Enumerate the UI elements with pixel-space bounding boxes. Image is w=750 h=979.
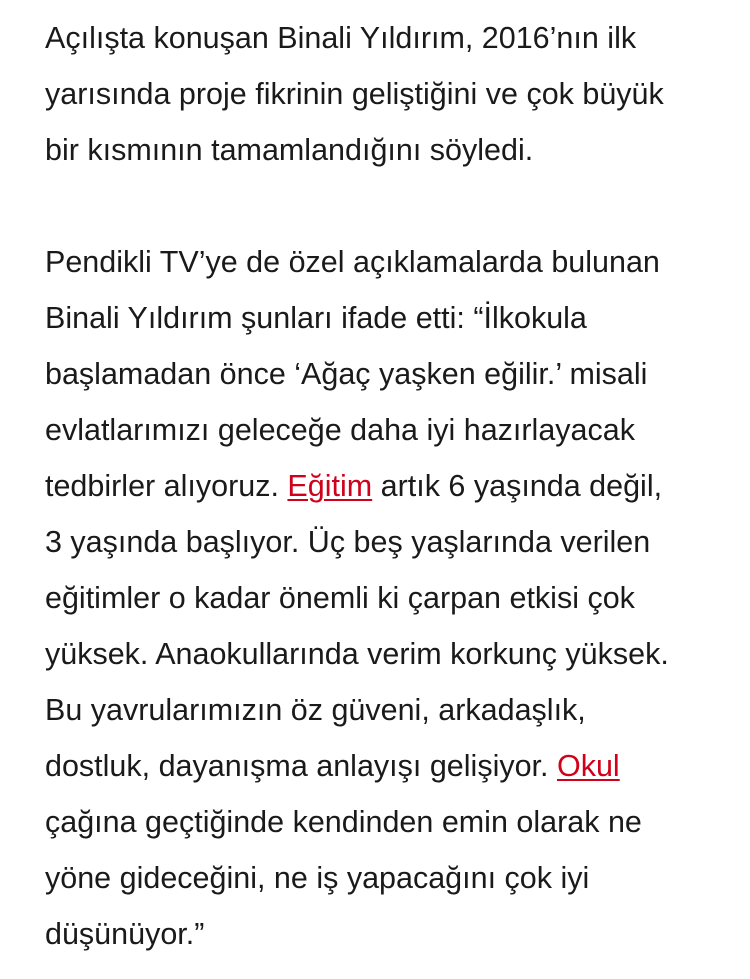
- paragraph-line: Binali Yıldırım şunları ifade etti: “İlkokula: [45, 301, 587, 335]
- line-text-before-link: dostluk, dayanışma anlayışı gelişiyor.: [45, 749, 557, 783]
- egitim-link[interactable]: Eğitim: [287, 469, 373, 503]
- paragraph-opening: [45, 10, 725, 178]
- paragraph-line: başlamadan önce ‘Ağaç yaşken eğilir.’ misali: [45, 357, 648, 391]
- paragraph-line: çağına geçtiğinde kendinden emin olarak ne: [45, 805, 642, 839]
- paragraph-line: yarısında proje fikrinin geliştiğini ve çok büyük: [45, 77, 664, 111]
- paragraph-line: eğitimler o kadar önemli ki çarpan etkisi çok: [45, 581, 635, 615]
- paragraph-line: Açılışta konuşan Binali Yıldırım, 2016’nın ilk: [45, 21, 637, 55]
- paragraph-line: yüksek. Anaokullarında verim korkunç yüksek.: [45, 637, 669, 671]
- paragraph-line: yöne gideceğini, ne iş yapacağını çok iyi: [45, 861, 590, 895]
- paragraph-line-with-link: [45, 458, 725, 514]
- article-body: [45, 10, 725, 962]
- paragraph-line: evlatlarımızı geleceğe daha iyi hazırlayacak: [45, 413, 635, 447]
- paragraph-line: düşünüyor.”: [45, 917, 205, 951]
- paragraph-quote: [45, 234, 725, 962]
- line-text-after-link: artık 6 yaşında değil,: [372, 469, 663, 503]
- paragraph-line: Pendikli TV’ye de özel açıklamalarda bulunan: [45, 245, 660, 279]
- paragraph-line: Bu yavrularımızın öz güveni, arkadaşlık,: [45, 693, 586, 727]
- okul-link[interactable]: Okul: [556, 749, 620, 783]
- paragraph-line-with-link: [45, 738, 725, 794]
- paragraph-line: 3 yaşında başlıyor. Üç beş yaşlarında verilen: [45, 525, 651, 559]
- paragraph-line: bir kısmının tamamlandığını söyledi.: [45, 133, 534, 167]
- line-text-before-link: tedbirler alıyoruz.: [45, 469, 288, 503]
